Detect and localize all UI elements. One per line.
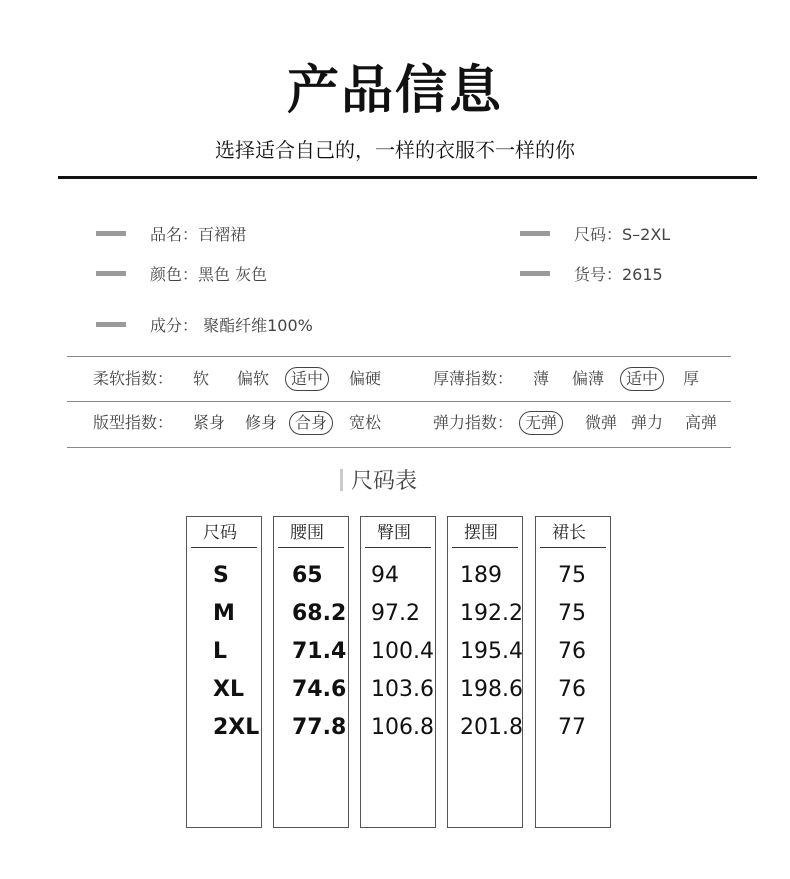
fit-option-selected: 合身 [289,411,333,435]
bullet-dash [520,271,550,276]
softness-option: 偏软 [237,369,270,388]
index-row-2 [67,401,731,445]
size-chart-title [340,464,417,495]
waist-column [273,516,349,828]
info-material-row [96,313,313,336]
table-cell: 75 [558,601,586,626]
size-chart-title-text: 尺码表 [351,469,418,494]
page-title: 产品信息 [286,61,503,121]
header-divider [58,176,757,179]
table-cell: 97.2 [371,601,420,626]
column-header: 裙长 [540,517,606,548]
elasticity-option: 弹力 [631,413,664,432]
table-cell: M [213,601,235,626]
softness-option-selected: 适中 [285,367,329,391]
elasticity-label: 弹力指数： [433,413,514,432]
table-cell: XL [213,677,244,702]
softness-label: 柔软指数： [93,369,174,388]
softness-option: 偏硬 [349,369,382,388]
info-size-row [520,222,670,245]
table-cell: 192.2 [460,601,523,626]
fit-label: 版型指数： [93,413,174,432]
table-cell: 195.4 [460,639,523,664]
info-color: 颜色：黑色 灰色 [150,265,268,284]
table-cell: 2XL [213,715,260,740]
table-cell: 103.6 [371,677,434,702]
info-material: 成分： 聚酯纤维100% [150,316,313,335]
bullet-dash [96,271,126,276]
hem-column [447,516,523,828]
table-cell: 74.6 [292,677,347,702]
column-header: 摆围 [452,517,518,548]
elasticity-option-selected: 无弹 [519,411,563,435]
bullet-dash [96,231,126,236]
table-cell: 100.4 [371,639,434,664]
elasticity-option: 高弹 [685,413,718,432]
table-cell: L [213,639,228,664]
thickness-option: 薄 [533,369,550,388]
table-cell: 77.8 [292,715,347,740]
table-cell: 106.8 [371,715,434,740]
table-cell: S [213,563,229,588]
thickness-option: 厚 [683,369,700,388]
table-cell: 68.2 [292,601,347,626]
size-column [186,516,262,828]
table-cell: 71.4 [292,639,347,664]
softness-option: 软 [193,369,210,388]
fit-option: 紧身 [193,413,226,432]
bullet-dash [520,231,550,236]
bullet-dash [96,322,126,327]
index-row-1 [67,357,731,401]
info-item-row [520,262,663,285]
index-divider-bottom [67,447,731,448]
hip-column [360,516,436,828]
page-subtitle: 选择适合自己的，一样的衣服不一样的你 [215,138,575,162]
table-cell: 94 [371,563,399,588]
column-header: 腰围 [278,517,344,548]
fit-option: 修身 [245,413,278,432]
info-color-row [96,262,267,285]
fit-option: 宽松 [349,413,382,432]
elasticity-option: 微弹 [585,413,618,432]
info-size: 尺码：S–2XL [574,225,671,244]
thickness-option: 偏薄 [572,369,605,388]
table-cell: 189 [460,563,502,588]
info-item-no: 货号：2615 [574,265,663,284]
table-cell: 65 [292,563,323,588]
info-name-row [96,222,246,245]
length-column [535,516,611,828]
column-header: 尺码 [191,517,257,548]
column-header: 臀围 [365,517,431,548]
info-name: 品名：百褶裙 [150,225,247,244]
table-cell: 76 [558,639,586,664]
thickness-option-selected: 适中 [620,367,664,391]
thickness-label: 厚薄指数： [433,369,514,388]
table-cell: 76 [558,677,586,702]
title-accent-bar [340,469,343,491]
table-cell: 75 [558,563,586,588]
table-cell: 198.6 [460,677,523,702]
table-cell: 77 [558,715,586,740]
table-cell: 201.8 [460,715,523,740]
